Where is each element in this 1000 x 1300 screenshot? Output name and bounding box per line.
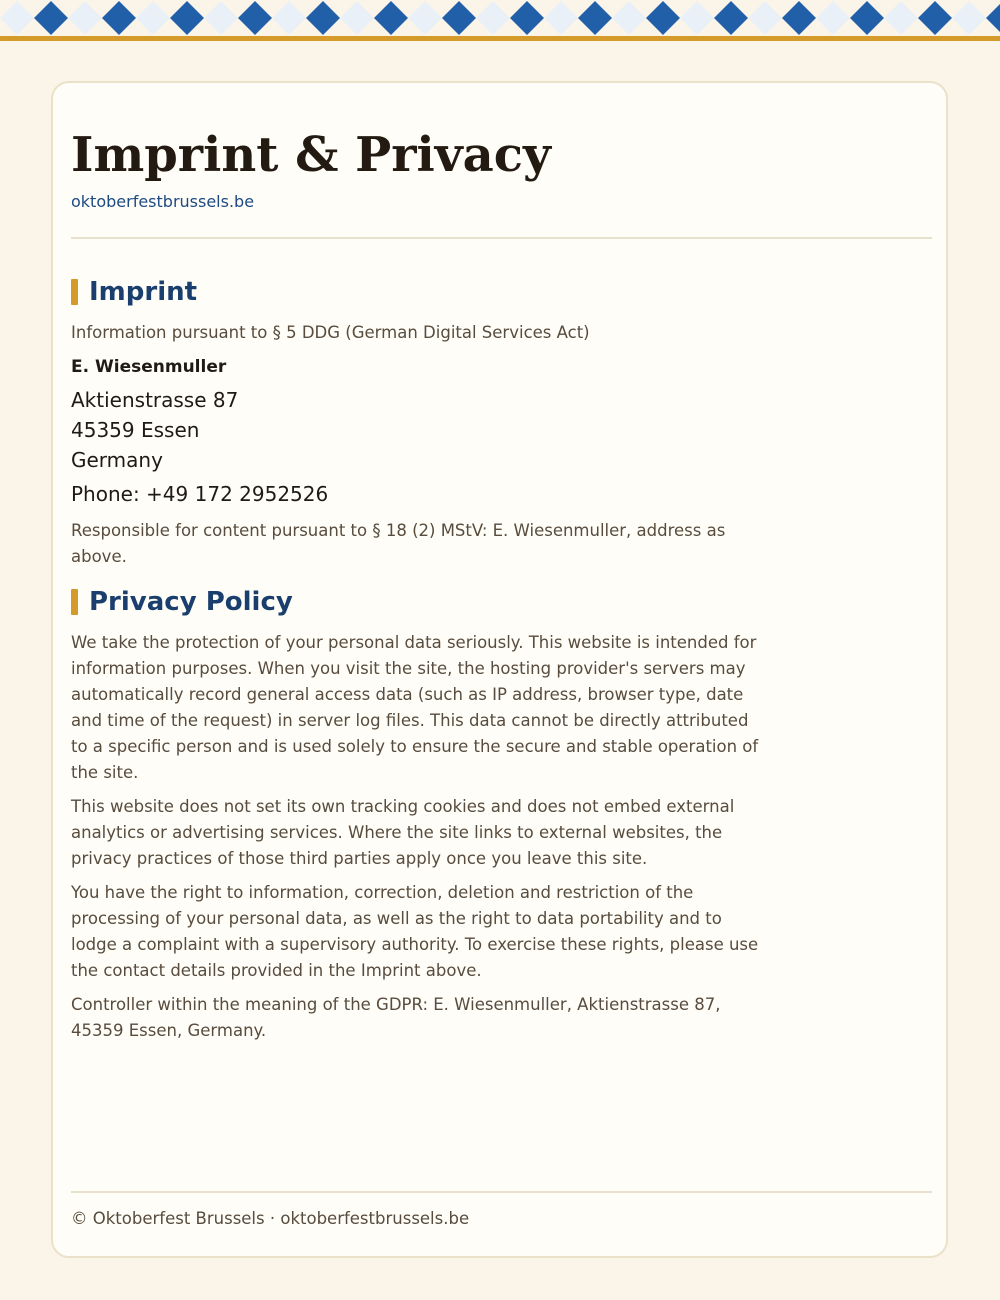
banner-diamond [170, 1, 204, 35]
banner-diamond [952, 1, 986, 35]
address-city: 45359 Essen [71, 418, 200, 442]
banner-diamond [816, 1, 850, 35]
banner-diamond [272, 1, 306, 35]
banner-diamond [306, 1, 340, 35]
banner-diamond [136, 1, 170, 35]
privacy-heading-label: Privacy Policy [89, 587, 293, 617]
banner-diamond [68, 1, 102, 35]
address-country: Germany [71, 448, 163, 472]
postal-address [71, 385, 238, 475]
address-street: Aktienstrasse 87 [71, 388, 239, 412]
imprint-heading-label: Imprint [89, 277, 198, 307]
footer-text: © Oktoberfest Brussels · oktoberfestbrussels.be [71, 1209, 470, 1228]
banner-diamond [578, 1, 612, 35]
banner-diamond [680, 1, 714, 35]
banner-diamond [0, 1, 34, 35]
banner-diamond [850, 1, 884, 35]
imprint-heading [71, 276, 197, 308]
banner-diamond [408, 1, 442, 35]
privacy-heading [71, 586, 293, 618]
banner-diamond [510, 1, 544, 35]
privacy-paragraph: You have the right to information, correction, deletion and restriction of the processing of your personal data, as well as the right to data portability and to lodge a complaint with a supervisory authority. To exercise these rights, please use the contact details provided in the Imprint above. [71, 883, 759, 980]
privacy-paragraph: This website does not set its own tracking cookies and does not embed external analytics or advertising services. Where the site links to external websites, the privacy practices of those third parties apply once you leave this site. [71, 797, 735, 868]
banner-diamond [748, 1, 782, 35]
privacy-paragraph: Controller within the meaning of the GDPR: E. Wiesenmuller, Aktienstrasse 87, 45359 Essen, Germany. [71, 995, 721, 1040]
owner-name: E. Wiesenmuller [71, 357, 227, 377]
banner-diamond [544, 1, 578, 35]
banner-diamond [442, 1, 476, 35]
banner-diamond [238, 1, 272, 35]
banner-diamond [884, 1, 918, 35]
header-divider [71, 237, 932, 239]
page-title: Imprint & Privacy [71, 127, 551, 183]
banner-diamond [986, 1, 1000, 35]
banner-diamond [340, 1, 374, 35]
responsible-for-content: Responsible for content pursuant to § 18 (2) MStV: E. Wiesenmuller, address as above. [71, 521, 726, 566]
imprint-lead-text: Information pursuant to § 5 DDG (German Digital Services Act) [71, 323, 590, 342]
phone-number: Phone: +49 172 2952526 [71, 482, 329, 506]
heading-accent-bar [71, 279, 78, 305]
content-card [51, 81, 948, 1258]
heading-accent-bar [71, 589, 78, 615]
banner-diamond [204, 1, 238, 35]
bavarian-diamond-banner [0, 0, 1000, 36]
site-link[interactable]: oktoberfestbrussels.be [71, 192, 255, 211]
bavarian-diamonds-icon [0, 0, 1000, 36]
banner-diamond [646, 1, 680, 35]
banner-diamond [782, 1, 816, 35]
footer-divider [71, 1191, 932, 1193]
banner-gold-line [0, 36, 1000, 41]
banner-diamond [918, 1, 952, 35]
banner-diamond [102, 1, 136, 35]
banner-diamond [374, 1, 408, 35]
privacy-paragraph: We take the protection of your personal data seriously. This website is intended for information purposes. When you visit the site, the hosting provider's servers may automatically record general access data (such as IP address, browser type, date and time of the request) in server log files. This data cannot be directly attributed to a specific person and is used solely to ensure the secure and stable operation of the site. [71, 633, 759, 782]
banner-diamond [34, 1, 68, 35]
banner-diamond [714, 1, 748, 35]
banner-diamond [476, 1, 510, 35]
banner-diamond [612, 1, 646, 35]
